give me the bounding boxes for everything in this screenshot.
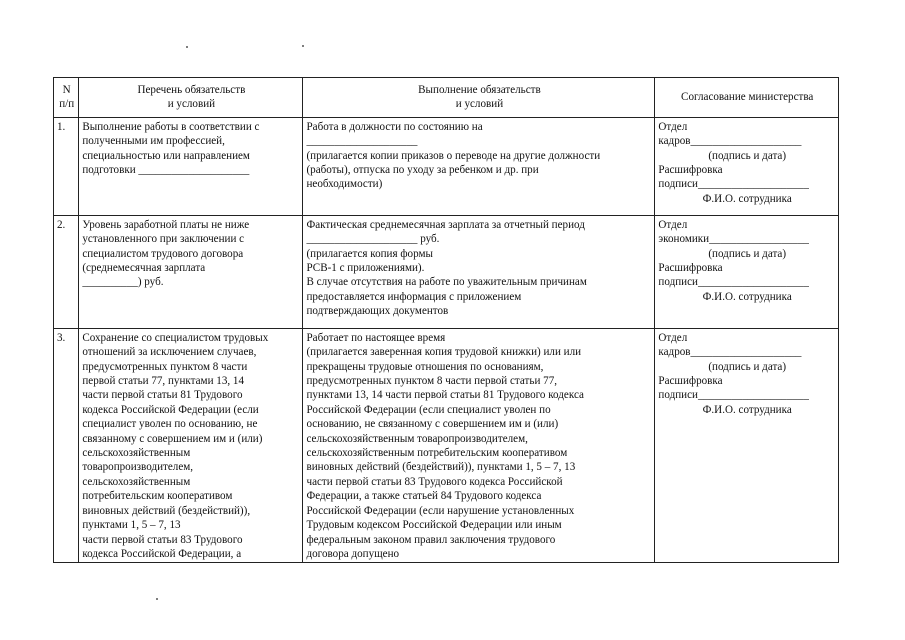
obligation-cell: Выполнение работы в соответствии с полученными им профессией, специальностью или направлением подготовки ____________________ — [79, 117, 303, 215]
scan-speck — [156, 598, 158, 600]
approval-cell: Отдел кадров____________________ (подпись и дата) Расшифровка подписи____________________ Ф.И.О. сотрудника — [655, 117, 839, 215]
table-row — [54, 328, 839, 563]
table-row — [54, 215, 839, 328]
fulfillment-cell: Работа в должности по состоянию на ____________________ (прилагается копии приказов о переводе на другие должности (работы), отпуска по уходу за ребенком и др. при необходимости) — [303, 117, 655, 215]
scan-speck — [186, 46, 188, 48]
header-num: N п/п — [54, 78, 79, 118]
approval-cell: Отдел кадров____________________ (подпись и дата) Расшифровка подписи____________________ Ф.И.О. сотрудника — [655, 328, 839, 563]
fulfillment-cell: Работает по настоящее время (прилагается заверенная копия трудовой книжки) или или прекращены трудовые отношения по основаниям, предусмотренных пунктом 8 части первой статьи 77, пунктами 13, 14 части первой статьи 81 Трудового кодекса Российской Федерации (если специалист уволен по основанию, не связанному с совершением им и (или) сельскохозяйственным товаропроизводителем, сельскохозяйственным потребительским кооперативом виновных действий (бездействий)), пунктами 1, 5 – 7, 13 части первой статьи 83 Трудового кодекса Российской Федерации, а также статьей 84 Трудового кодекса Российской Федерации (если нарушение установленных Трудовым кодексом Российской Федерации или иным федеральным законом правил заключения трудового договора допущено — [303, 328, 655, 563]
row-number: 1. — [54, 117, 79, 215]
row-number: 2. — [54, 215, 79, 328]
approval-cell: Отдел экономики__________________ (подпись и дата) Расшифровка подписи____________________ Ф.И.О. сотрудника — [655, 215, 839, 328]
obligations-table — [53, 77, 839, 563]
obligation-cell: Сохранение со специалистом трудовых отношений за исключением случаев, предусмотренных пунктом 8 части первой статьи 77, пунктами 13, 14 части первой статьи 81 Трудового кодекса Российской Федерации (если специалист уволен по основанию, не связанному с совершением им и (или) сельскохозяйственным товаропроизводителем, сельскохозяйственным потребительским кооперативом виновных действий (бездействий)), пунктами 1, 5 – 7, 13 части первой статьи 83 Трудового кодекса Российской Федерации, а — [79, 328, 303, 563]
header-obligations: Перечень обязательств и условий — [79, 78, 303, 118]
header-fulfillment: Выполнение обязательств и условий — [303, 78, 655, 118]
header-approval: Согласование министерства — [655, 78, 839, 118]
scan-speck — [302, 45, 304, 47]
table-row — [54, 117, 839, 215]
obligation-cell: Уровень заработной платы не ниже установленного при заключении с специалистом трудового договора (среднемесячная зарплата __________) руб. — [79, 215, 303, 328]
fulfillment-cell: Фактическая среднемесячная зарплата за отчетный период ____________________ руб. (прилагается копия формы РСВ-1 с приложениями). В случае отсутствия на работе по уважительным причинам предоставляется информация с приложением подтверждающих документов — [303, 215, 655, 328]
table-header-row — [54, 78, 839, 118]
row-number: 3. — [54, 328, 79, 563]
